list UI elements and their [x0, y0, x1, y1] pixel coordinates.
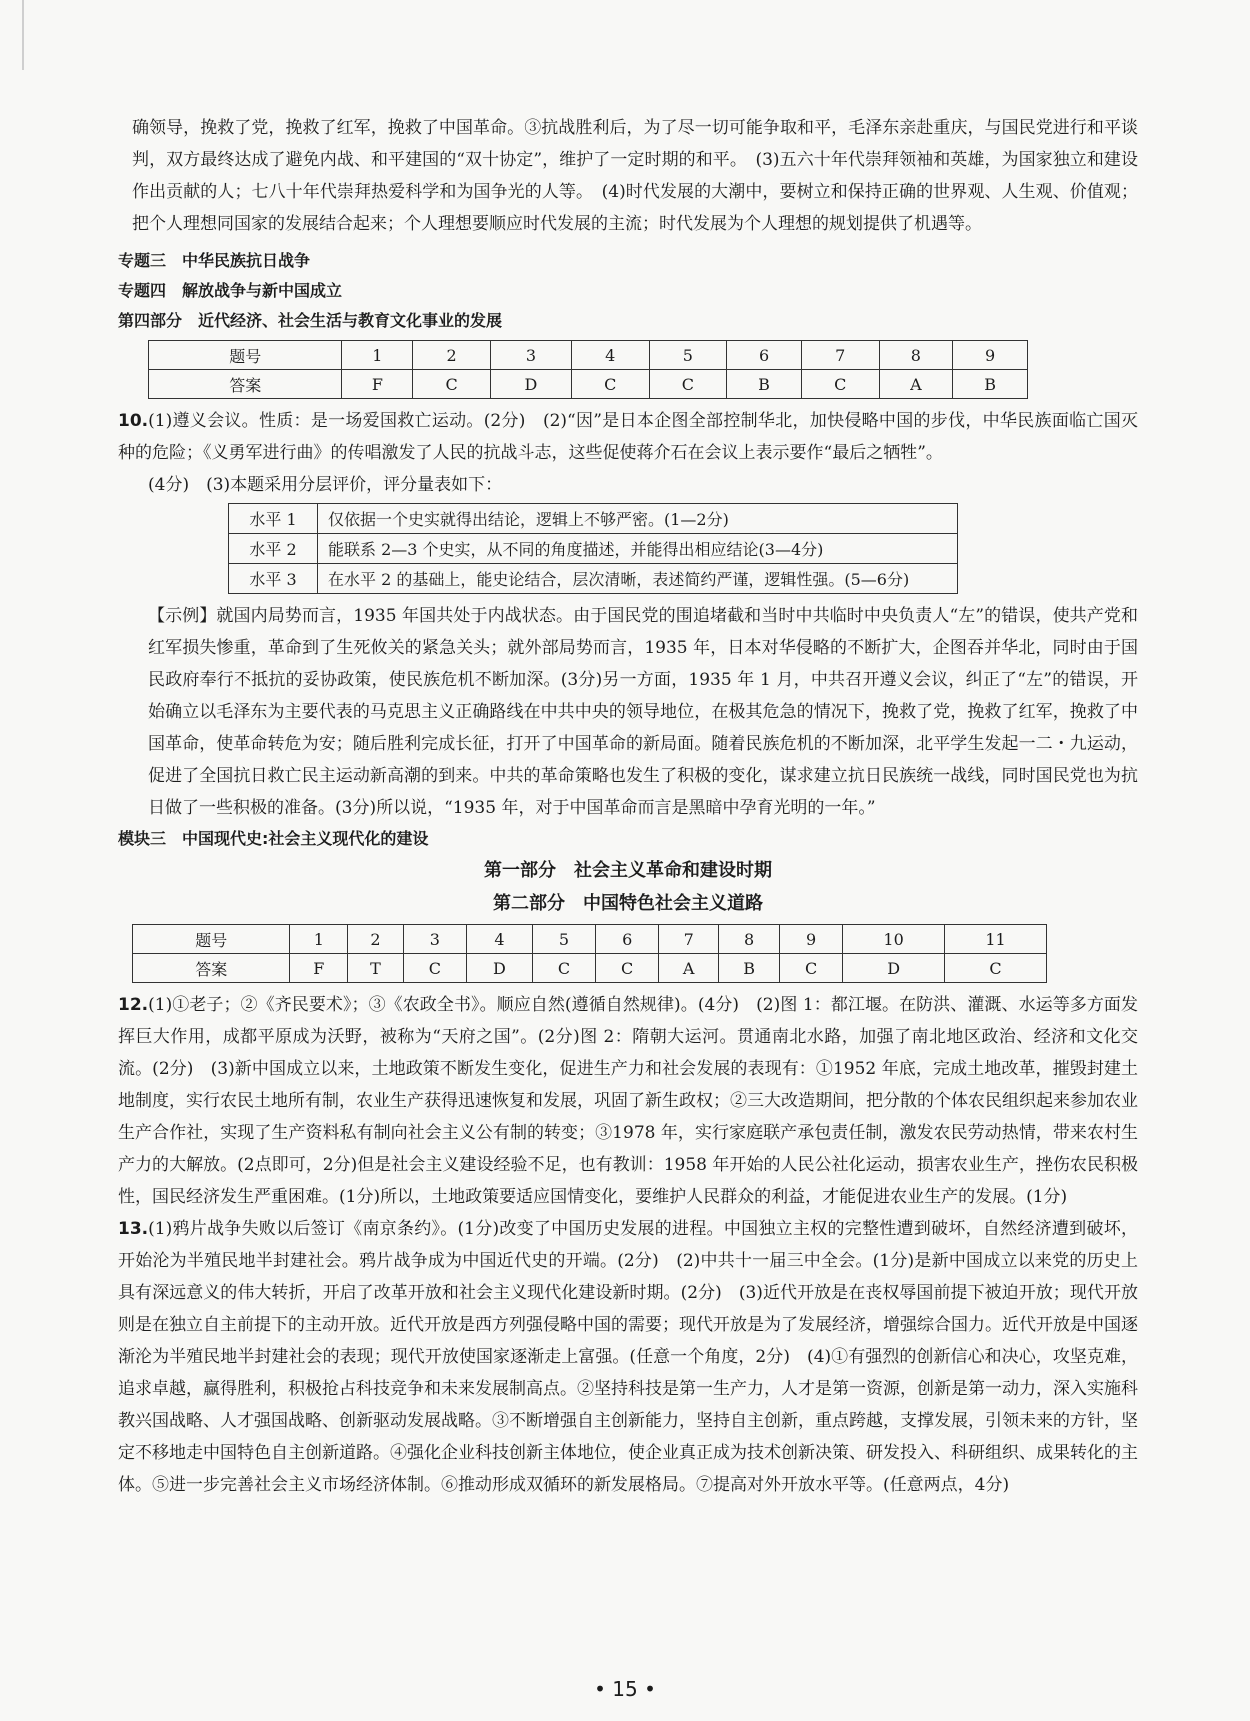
- question-number-label: 12.: [118, 995, 149, 1015]
- question-number: 1: [342, 341, 413, 370]
- question-number: 8: [879, 341, 953, 370]
- heading-section-1: 第一部分 社会主义革命和建设时期: [484, 860, 772, 881]
- question-number: 4: [571, 341, 649, 370]
- level-label: 水平 2: [229, 534, 318, 564]
- heading-topic-4: 专题四 解放战争与新中国成立: [118, 281, 343, 300]
- answer-cell: C: [649, 370, 727, 399]
- question-number: 2: [413, 341, 491, 370]
- question-number: 7: [659, 925, 719, 954]
- question-12: [118, 989, 1138, 1213]
- question-number: 3: [490, 341, 571, 370]
- answer-cell: B: [719, 954, 780, 983]
- row-label: 题号: [133, 925, 290, 954]
- answer-cell: D: [490, 370, 571, 399]
- question-number-label: 10.: [118, 411, 149, 431]
- question-10-scoring-intro: (4分) (3)本题采用分层评价，评分量表如下：: [148, 475, 503, 495]
- question-number: 9: [953, 341, 1028, 370]
- answer-page: [118, 112, 1138, 1501]
- answer-cell: A: [659, 954, 719, 983]
- answer-cell: D: [843, 954, 945, 983]
- question-number: 5: [649, 341, 727, 370]
- answer-table-part4: [148, 340, 1028, 399]
- level-label: 水平 3: [229, 564, 318, 594]
- question-number: 4: [466, 925, 532, 954]
- answer-cell: C: [945, 954, 1047, 983]
- heading-module-3: 模块三 中国现代史:社会主义现代化的建设: [118, 829, 429, 848]
- question-10: [118, 405, 1138, 469]
- question-12-text: (1)①老子；②《齐民要术》；③《农政全书》。顺应自然(遵循自然规律)。(4分) (2)图 1：都江堰。在防洪、灌溉、水运等多方面发挥巨大作用，成都平原成为沃野，被称为“天府之国”。(2分)图 2：隋朝大运河。贯通南北水路，加强了南北地区政治、经济和文化交流。(2分) (3)新中国成立以来，土地政策不断发生变化，促进生产力和社会发展的表现有：①1952 年底，完成土地改革，摧毁封建土地制度，实行农民土地所有制，农业生产获得迅速恢复和发展，巩固了新生政权；②三大改造期间，把分散的个体农民组织起来参加农业生产合作社，实现了生产资料私有制向社会主义公有制的转变；③1978 年，实行家庭联产承包责任制，激发农民劳动热情，带来农村生产力的大解放。(2点即可，2分)但是社会主义建设经验不足，也有教训：1958 年开始的人民公社化运动，损害农业生产，挫伤农民积极性，国民经济发生严重困难。(1分)所以，土地政策要适应国情变化，要维护人民群众的利益，才能促进农业生产的发展。(1分): [118, 995, 1138, 1207]
- question-number: 5: [532, 925, 595, 954]
- question-number: 6: [596, 925, 659, 954]
- answer-cell: C: [780, 954, 843, 983]
- question-number-label: 13.: [118, 1219, 149, 1239]
- question-10-text: (1)遵义会议。性质：是一场爱国救亡运动。(2分) (2)“因”是日本企图全部控制华北，加快侵略中国的步伐，中华民族面临亡国灭种的危险；《义勇军进行曲》的传唱激发了人民的抗战斗志，这些促使蒋介石在会议上表示要作“最后之牺牲”。: [118, 411, 1138, 463]
- question-number: 10: [843, 925, 945, 954]
- answer-cell: C: [403, 954, 466, 983]
- answer-cell: C: [571, 370, 649, 399]
- table-row: [229, 564, 958, 594]
- row-label: 答案: [133, 954, 290, 983]
- question-number: 1: [290, 925, 348, 954]
- table-row-answers: [149, 370, 1028, 399]
- question-number: 2: [348, 925, 404, 954]
- answer-cell: B: [727, 370, 802, 399]
- question-number: 11: [945, 925, 1047, 954]
- table-row: [229, 504, 958, 534]
- answer-cell: F: [290, 954, 348, 983]
- row-label: 题号: [149, 341, 342, 370]
- table-row-numbers: [133, 925, 1047, 954]
- question-number: 9: [780, 925, 843, 954]
- table-row-answers: [133, 954, 1047, 983]
- answer-cell: C: [596, 954, 659, 983]
- heading-part-4: 第四部分 近代经济、社会生活与教育文化事业的发展: [118, 311, 503, 330]
- answer-cell: C: [801, 370, 879, 399]
- question-number: 7: [801, 341, 879, 370]
- question-13-text: (1)鸦片战争失败以后签订《南京条约》。(1分)改变了中国历史发展的进程。中国独立主权的完整性遭到破坏，自然经济遭到破坏，开始沦为半殖民地半封建社会。鸦片战争成为中国近代史的开端。(2分) (2)中共十一届三中全会。(1分)是新中国成立以来党的历史上具有深远意义的伟大转折，开启了改革开放和社会主义现代化建设新时期。(2分) (3)近代开放是在丧权辱国前提下被迫开放；现代开放则是在独立自主前提下的主动开放。近代开放是西方列强侵略中国的需要；现代开放是为了发展经济，增强综合国力。近代开放是中国逐渐沦为半殖民地半封建社会的表现；现代开放使国家逐渐走上富强。(任意一个角度，2分) (4)①有强烈的创新信心和决心，攻坚克难，追求卓越，赢得胜利，积极抢占科技竞争和未来发展制高点。②坚持科技是第一生产力，人才是第一资源，创新是第一动力，深入实施科教兴国战略、人才强国战略、创新驱动发展战略。③不断增强自主创新能力，坚持自主创新，重点跨越，支撑发展，引领未来的方针，坚定不移地走中国特色自主创新道路。④强化企业科技创新主体地位，使企业真正成为技术创新决策、研发投入、科研组织、成果转化的主体。⑤进一步完善社会主义市场经济体制。⑥推动形成双循环的新发展格局。⑦提高对外开放水平等。(任意两点，4分): [118, 1219, 1138, 1495]
- table-row-numbers: [149, 341, 1028, 370]
- answer-cell: B: [953, 370, 1028, 399]
- question-10-example: 【示例】就国内局势而言，1935 年国共处于内战状态。由于国民党的围追堵截和当时中共临时中央负责人“左”的错误，使共产党和红军损失惨重，革命到了生死攸关的紧急关头；就外部局势而言，1935 年，日本对华侵略的不断扩大，企图吞并华北，同时由于国民政府奉行不抵抗的妥协政策，使民族危机不断加深。(3分)另一方面，1935 年 1 月，中共召开遵义会议，纠正了“左”的错误，开始确立以毛泽东为主要代表的马克思主义正确路线在中共中央的领导地位，在极其危急的情况下，挽救了党，挽救了红军，挽救了中国革命，使革命转危为安；随后胜利完成长征，打开了中国革命的新局面。随着民族危机的不断加深，北平学生发起一二・九运动，促进了全国抗日救亡民主运动新高潮的到来。中共的革命策略也发生了积极的变化，谋求建立抗日民族统一战线，同时国民党也为抗日做了一些积极的准备。(3分)所以说，“1935 年，对于中国革命而言是黑暗中孕育光明的一年。”: [148, 606, 1138, 818]
- question-number: 6: [727, 341, 802, 370]
- answer-cell: T: [348, 954, 404, 983]
- table-row: [229, 534, 958, 564]
- question-13: [118, 1213, 1138, 1501]
- question-number: 8: [719, 925, 780, 954]
- level-label: 水平 1: [229, 504, 318, 534]
- heading-topic-3: 专题三 中华民族抗日战争: [118, 251, 311, 270]
- level-description: 仅依据一个史实就得出结论，逻辑上不够严密。(1—2分): [318, 504, 958, 534]
- answer-cell: C: [532, 954, 595, 983]
- answer-cell: F: [342, 370, 413, 399]
- level-description: 在水平 2 的基础上，能史论结合，层次清晰，表述简约严谨，逻辑性强。(5—6分): [318, 564, 958, 594]
- scoring-levels-table: [228, 503, 958, 594]
- answer-cell: A: [879, 370, 953, 399]
- answer-table-module3: [132, 924, 1047, 983]
- question-number: 3: [403, 925, 466, 954]
- answer-cell: C: [413, 370, 491, 399]
- row-label: 答案: [149, 370, 342, 399]
- heading-section-2: 第二部分 中国特色社会主义道路: [493, 893, 763, 914]
- level-description: 能联系 2—3 个史实，从不同的角度描述，并能得出相应结论(3—4分): [318, 534, 958, 564]
- continued-answer-paragraph: 确领导，挽救了党，挽救了红军，挽救了中国革命。③抗战胜利后，为了尽一切可能争取和平，毛泽东亲赴重庆，与国民党进行和平谈判，双方最终达成了避免内战、和平建国的“双十协定”，维护了一定时期的和平。 (3)五六十年代崇拜领袖和英雄，为国家独立和建设作出贡献的人；七八十年代崇拜热爱科学和为国争光的人等。 (4)时代发展的大潮中，要树立和保持正确的世界观、人生观、价值观；把个人理想同国家的发展结合起来；个人理想要顺应时代发展的主流；时代发展为个人理想的规划提供了机遇等。: [132, 118, 1138, 234]
- page-number: • 15 •: [594, 1677, 656, 1701]
- answer-cell: D: [466, 954, 532, 983]
- page-edge-line: [22, 0, 24, 70]
